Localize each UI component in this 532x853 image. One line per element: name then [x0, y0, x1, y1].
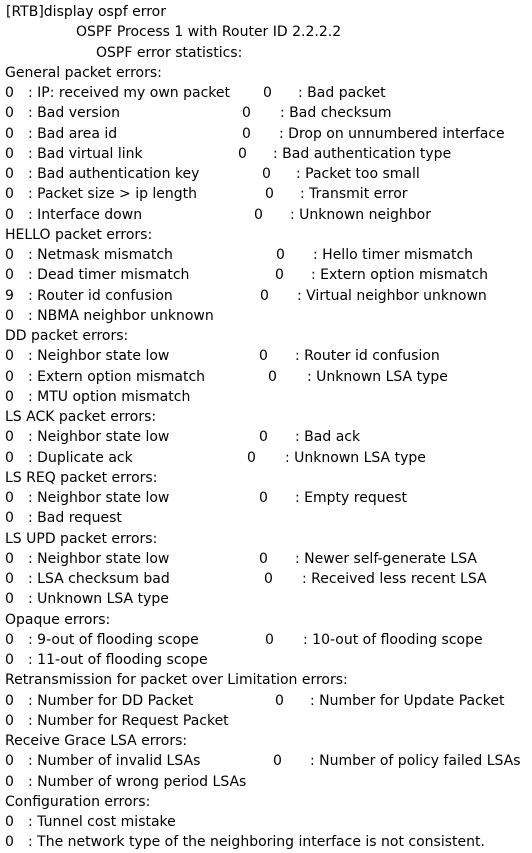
error-label: : Bad ack — [295, 429, 361, 446]
section-title: Opaque errors: — [5, 611, 111, 628]
error-count: 0 — [5, 834, 14, 851]
error-count: 0 — [5, 429, 14, 446]
error-label: : Unknown neighbor — [290, 206, 431, 223]
error-row — [0, 346, 532, 366]
error-label: : MTU option mismatch — [28, 388, 191, 405]
error-row — [0, 630, 532, 650]
error-count: 0 — [260, 287, 269, 304]
error-count: 0 — [5, 85, 14, 101]
error-label: : Router id confusion — [28, 287, 173, 304]
error-label: : Unknown LSA type — [285, 449, 426, 466]
error-row — [0, 306, 532, 326]
error-count: 0 — [268, 368, 277, 385]
error-count: 0 — [264, 571, 273, 587]
error-label: : Bad version — [28, 105, 120, 122]
error-label: : 11-out of flooding scope — [28, 652, 208, 668]
error-label: : Packet too small — [296, 166, 420, 182]
error-label: : Empty request — [295, 490, 407, 506]
error-label: : Virtual neighbor unknown — [297, 287, 487, 304]
error-label: : Neighbor state low — [28, 490, 170, 506]
error-label: : LSA checksum bad — [28, 571, 170, 587]
error-row — [0, 772, 532, 792]
error-label: : Number for Request Packet — [28, 712, 229, 729]
section-title: LS ACK packet errors: — [5, 409, 157, 425]
error-count: 0 — [242, 105, 251, 122]
error-row — [0, 286, 532, 306]
error-label: : Bad authentication type — [273, 145, 452, 162]
error-row — [0, 589, 532, 609]
error-label: : Number for DD Packet — [28, 692, 194, 709]
error-row — [0, 549, 532, 569]
error-count: 0 — [275, 267, 284, 284]
error-label: : Neighbor state low — [28, 429, 170, 446]
error-count: 0 — [259, 348, 268, 365]
error-count: 0 — [259, 490, 268, 506]
error-count: 0 — [5, 166, 14, 182]
error-row — [0, 650, 532, 670]
error-count: 0 — [247, 449, 256, 466]
section-header — [0, 670, 532, 690]
error-count: 0 — [263, 85, 272, 101]
error-row — [0, 448, 532, 468]
section-title: DD packet errors: — [5, 328, 129, 344]
error-label: : Extern option mismatch — [311, 267, 489, 284]
error-count: 0 — [275, 692, 284, 709]
error-row — [0, 245, 532, 265]
error-label: : Bad virtual link — [28, 145, 143, 162]
section-title: Configuration errors: — [5, 793, 151, 810]
error-label: : Number of wrong period LSAs — [28, 773, 247, 790]
error-label: : Bad checksum — [280, 105, 392, 122]
error-label: : 9-out of flooding scope — [28, 631, 199, 648]
error-row — [0, 569, 532, 589]
error-label: : Transmit error — [300, 186, 408, 203]
error-label: : Packet size > ip length — [28, 186, 198, 203]
section-header — [0, 468, 532, 488]
process-title-line — [0, 22, 532, 42]
error-label: : Netmask mismatch — [28, 247, 173, 263]
error-row — [0, 367, 532, 387]
section-title: LS REQ packet errors: — [5, 469, 158, 486]
error-row — [0, 427, 532, 447]
error-count: 0 — [5, 712, 14, 729]
error-count: 0 — [5, 510, 14, 527]
section-title: LS UPD packet errors: — [5, 530, 158, 547]
error-count: 0 — [273, 753, 282, 770]
error-count: 0 — [5, 631, 14, 648]
error-label: : Hello timer mismatch — [313, 247, 474, 263]
error-label: : Extern option mismatch — [28, 368, 206, 385]
command-text: [RTB]display ospf error — [6, 4, 166, 20]
error-count: 0 — [5, 125, 14, 142]
error-label: : Duplicate ack — [28, 449, 133, 466]
command-line — [0, 2, 532, 22]
error-row — [0, 488, 532, 508]
error-label: : Bad packet — [298, 85, 386, 101]
error-label: : Interface down — [28, 206, 143, 223]
section-title: General packet errors: — [5, 64, 162, 81]
error-row — [0, 144, 532, 164]
error-label: : Bad area id — [28, 125, 118, 142]
error-count: 0 — [5, 206, 14, 223]
error-label: : Dead timer mismatch — [28, 267, 190, 284]
error-count: 0 — [5, 550, 14, 567]
error-label: : The network type of the neighboring interface is not consistent. — [28, 834, 485, 851]
error-row — [0, 265, 532, 285]
error-sections — [0, 63, 532, 853]
error-count: 0 — [276, 247, 285, 263]
error-count: 0 — [259, 550, 268, 567]
error-label: : Number of policy failed LSAs — [310, 753, 521, 770]
process-title: OSPF Process 1 with Router ID 2.2.2.2 — [76, 24, 342, 41]
error-label: : 10-out of flooding scope — [303, 631, 483, 648]
error-row — [0, 691, 532, 711]
error-label: : Newer self-generate LSA — [295, 550, 477, 567]
error-row — [0, 387, 532, 407]
error-count: 0 — [5, 247, 14, 263]
section-header — [0, 792, 532, 812]
error-label: : Neighbor state low — [28, 550, 170, 567]
error-count: 0 — [5, 449, 14, 466]
error-row — [0, 205, 532, 225]
error-count: 0 — [254, 206, 263, 223]
section-header — [0, 407, 532, 427]
error-label: : Number of invalid LSAs — [28, 753, 201, 770]
error-label: : NBMA neighbor unknown — [28, 307, 214, 324]
error-row — [0, 812, 532, 832]
error-row — [0, 711, 532, 731]
error-row — [0, 184, 532, 204]
error-count: 0 — [5, 692, 14, 709]
error-row — [0, 103, 532, 123]
error-count: 0 — [5, 186, 14, 203]
error-count: 0 — [5, 105, 14, 122]
error-count: 0 — [262, 166, 271, 182]
error-row — [0, 832, 532, 852]
error-label: : IP: received my own packet — [28, 85, 230, 101]
stats-title: OSPF error statistics: — [96, 44, 243, 61]
section-title: Receive Grace LSA errors: — [5, 733, 188, 749]
error-count: 0 — [5, 368, 14, 385]
error-count: 9 — [5, 287, 14, 304]
error-count: 0 — [5, 773, 14, 790]
error-count: 0 — [259, 429, 268, 446]
section-title: HELLO packet errors: — [5, 226, 153, 243]
error-count: 0 — [5, 388, 14, 405]
error-label: : Unknown LSA type — [28, 591, 169, 608]
error-count: 0 — [265, 186, 274, 203]
error-label: : Bad authentication key — [28, 166, 200, 182]
section-header — [0, 63, 532, 83]
error-count: 0 — [265, 631, 274, 648]
section-header — [0, 610, 532, 630]
error-count: 0 — [238, 145, 247, 162]
section-title: Retransmission for packet over Limitation errors: — [5, 672, 348, 689]
error-count: 0 — [5, 571, 14, 587]
section-header — [0, 326, 532, 346]
error-row — [0, 751, 532, 771]
error-label: : Drop on unnumbered interface — [279, 125, 505, 142]
error-label: : Tunnel cost mistake — [28, 814, 176, 830]
error-label: : Bad request — [28, 510, 122, 527]
error-count: 0 — [5, 652, 14, 668]
error-label: : Router id confusion — [295, 348, 440, 365]
error-label: : Unknown LSA type — [307, 368, 448, 385]
error-count: 0 — [5, 490, 14, 506]
error-label: : Received less recent LSA — [302, 571, 487, 587]
section-header — [0, 529, 532, 549]
error-count: 0 — [5, 814, 14, 830]
error-count: 0 — [5, 267, 14, 284]
error-row — [0, 508, 532, 528]
error-count: 0 — [242, 125, 251, 142]
error-row — [0, 164, 532, 184]
error-count: 0 — [5, 591, 14, 608]
error-label: : Number for Update Packet — [310, 692, 505, 709]
error-count: 0 — [5, 348, 14, 365]
section-header — [0, 225, 532, 245]
error-count: 0 — [5, 753, 14, 770]
error-count: 0 — [5, 307, 14, 324]
error-label: : Neighbor state low — [28, 348, 170, 365]
error-row — [0, 83, 532, 103]
section-header — [0, 731, 532, 751]
error-row — [0, 124, 532, 144]
error-count: 0 — [5, 145, 14, 162]
stats-title-line — [0, 43, 532, 63]
